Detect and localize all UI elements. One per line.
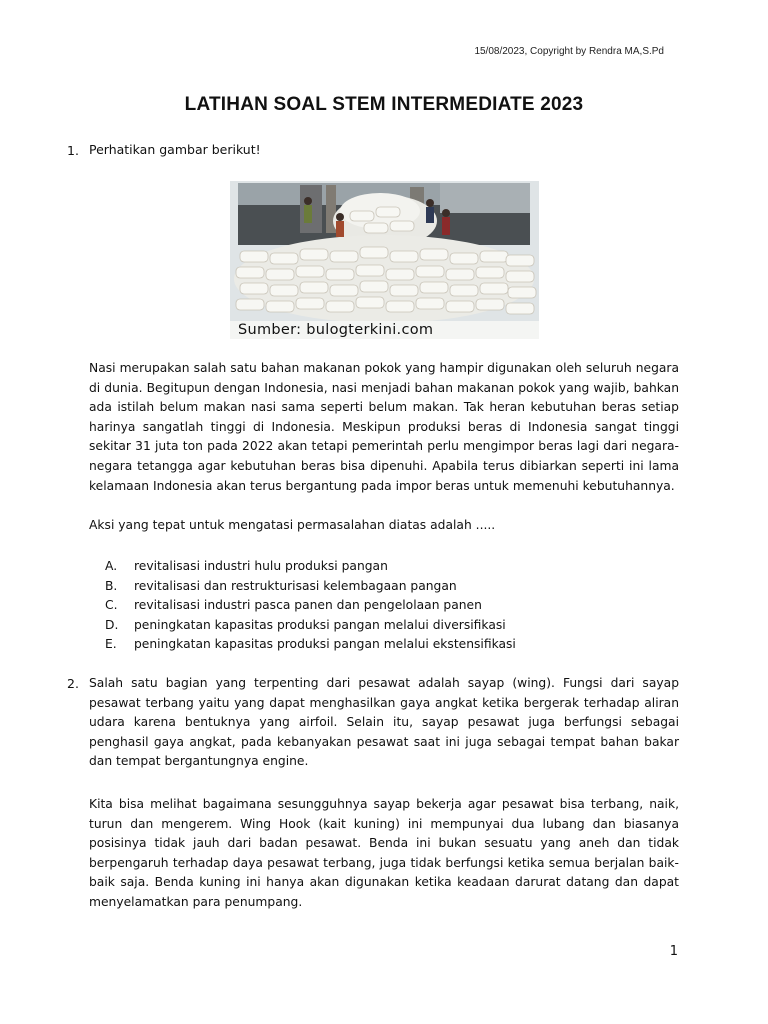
question-2-paragraph-1: Salah satu bagian yang terpenting dari pesawat adalah sayap (wing). Fungsi dari sayap pesawat terbang yaitu yang dapat menghasilkan gaya angkat ketika bergerak terhadap aliran udara karena bentuknya yang airfoil. Selain itu, sayap pesawat juga berfungsi sebagai penghasil gaya angkat, pada kebanyakan pesawat saat ini juga sebagai tempat bahan bakar dan tempat bergantungnya engine.	[89, 676, 679, 769]
option-text: revitalisasi industri pasca panen dan pengelolaan panen	[134, 598, 482, 613]
option-d[interactable]	[105, 616, 516, 636]
option-a[interactable]	[105, 557, 516, 577]
question-1-question: Aksi yang tepat untuk mengatasi permasalahan diatas adalah .....	[89, 518, 496, 532]
option-letter: E.	[105, 637, 117, 652]
copyright-note: 15/08/2023, Copyright by Rendra MA,S.Pd	[474, 46, 664, 57]
option-letter: C.	[105, 598, 118, 613]
question-2-paragraph-2: Kita bisa melihat bagaimana sesungguhnya sayap bekerja agar pesawat bisa terbang, naik, turun dan mengerem. Wing Hook (kait kuning) ini mempunyai dua lubang dan biasanya posisinya tidak jauh dari badan pesawat. Benda ini bukan sesuatu yang aneh dan tidak berpengaruh terhadap daya pesawat terbang, juga tidak berfungsi ketika semua berjalan baik-baik saja. Benda kuning ini hanya akan digunakan ketika keadaan darurat datang dan dapat menyelamatkan para penumpang.	[89, 797, 679, 909]
option-text: revitalisasi dan restrukturisasi kelembagaan pangan	[134, 578, 457, 593]
option-e[interactable]	[105, 635, 516, 655]
option-letter: B.	[105, 578, 118, 593]
option-text: revitalisasi industri hulu produksi pangan	[134, 559, 388, 573]
option-text: peningkatan kapasitas produksi pangan melalui diversifikasi	[134, 617, 506, 632]
rice-sacks-illustration	[230, 181, 539, 339]
question-2-number: 2.	[67, 676, 79, 691]
page-number: 1	[669, 944, 678, 959]
question-1-number: 1.	[67, 143, 79, 158]
rice-sacks-photo	[230, 181, 539, 339]
question-1-paragraph: Nasi merupakan salah satu bahan makanan pokok yang hampir digunakan oleh seluruh negara di dunia. Begitupun dengan Indonesia, nasi menjadi bahan makanan pokok yang wajib, bahkan ada istilah belum makan nasi sama seperti belum makan. Tak heran kebutuhan beras setiap harinya sangatlah tinggi di Indonesia. Meskipun produksi beras di Indonesia sangat tinggi sekitar 31 juta ton pada 2022 akan tetapi pemerintah perlu mengimpor beras lagi dari negara-negara tetangga agar kebutuhan beras bisa dipenuhi. Apabila terus dibiarkan seperti ini lama kelamaan Indonesia akan terus bergantung pada impor beras untuk memenuhi kebutuhannya.	[89, 361, 679, 493]
option-letter: A.	[105, 559, 118, 573]
question-1-prompt: Perhatikan gambar berikut!	[89, 142, 261, 157]
option-b[interactable]	[105, 577, 516, 597]
option-letter: D.	[105, 617, 119, 632]
option-c[interactable]	[105, 596, 516, 616]
option-text: peningkatan kapasitas produksi pangan melalui ekstensifikasi	[134, 637, 516, 652]
answer-options	[105, 557, 516, 655]
page-title: LATIHAN SOAL STEM INTERMEDIATE 2023	[184, 94, 584, 115]
image-source-caption: Sumber: bulogterkini.com	[238, 322, 434, 338]
